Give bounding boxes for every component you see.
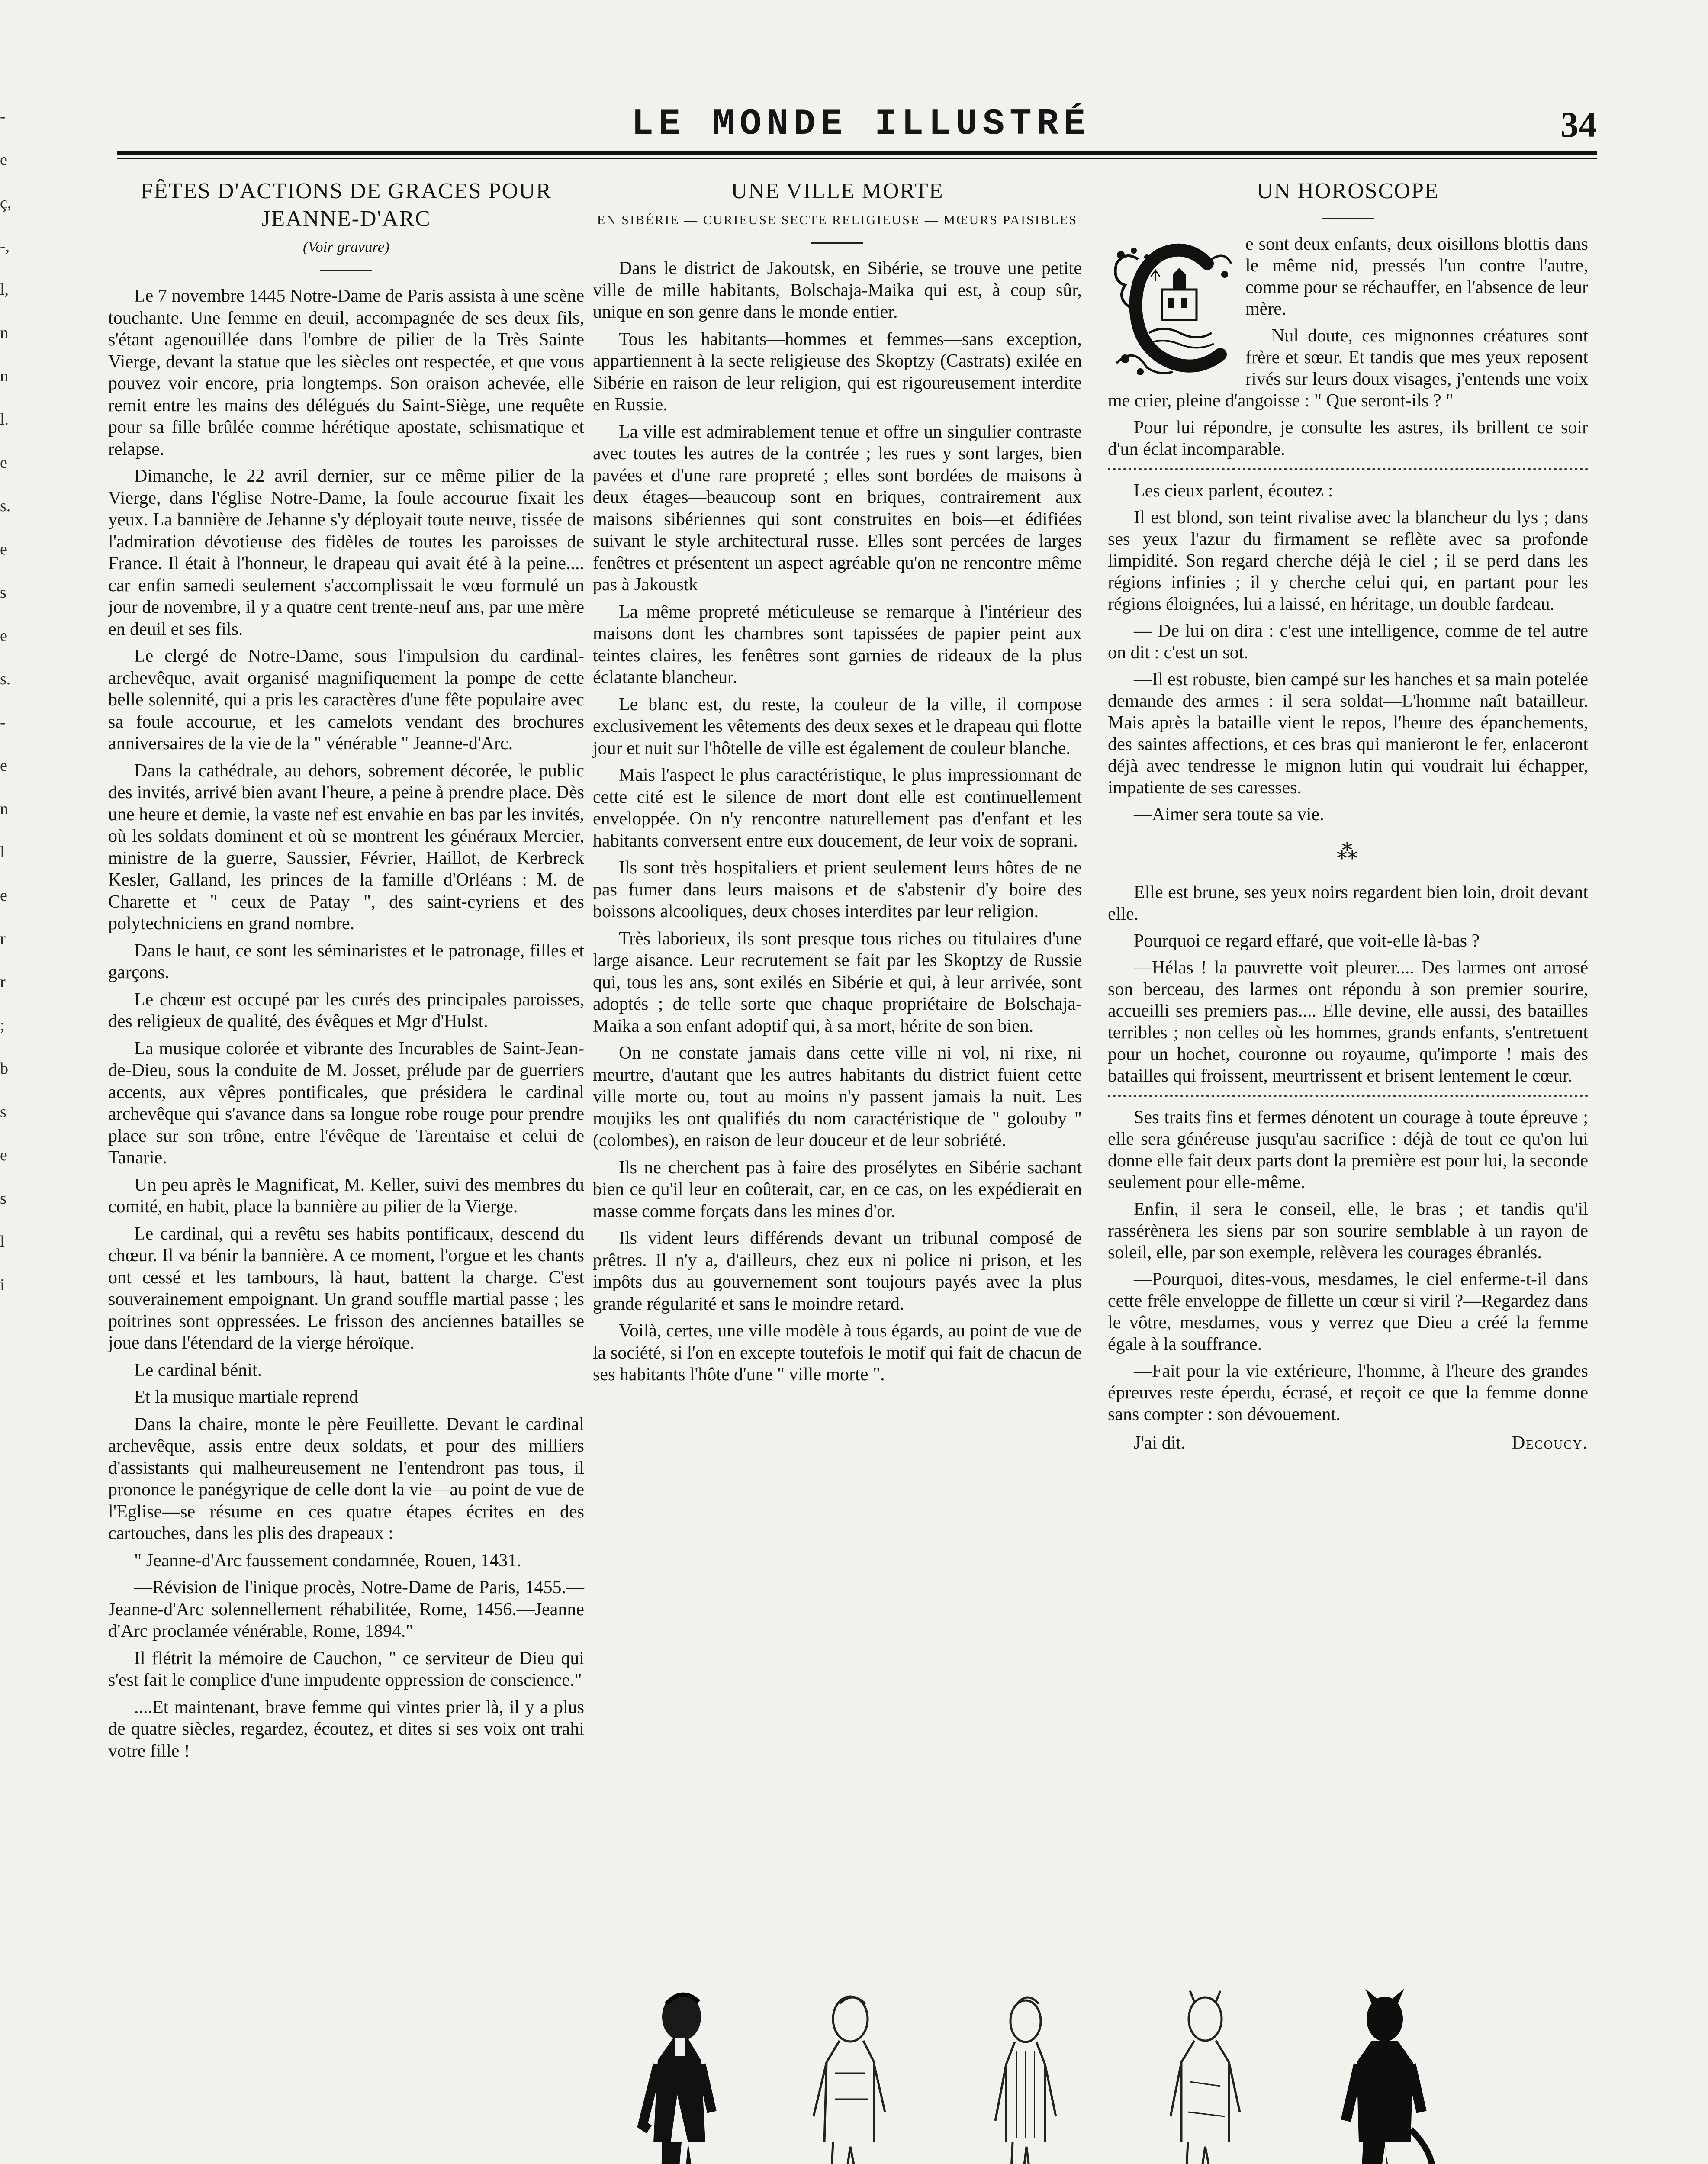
paragraph: Dans la cathédrale, au dehors, sobrement décorée, le public des invités, arrivé bien avant l'heure, a peine à prendre place. Dès une heure et demie, la vaste nef est envahie en bas par les invités, où les soldats dominent et où se montrent les généraux Mercier, ministre de la guerre, Saussier, Février, Haillot, de Kerbreck Kesler, Galland, les princes de la famille d'Orléans : M. de Charette et " ceux de Patay ", des saint-cyriens et des polytechniciens en grand nombre. xyxy=(108,760,584,934)
paragraph: Ils vident leurs différends devant un tribunal composé de prêtres. Il n'y a, d'ailleurs, chez eux ni police ni prison, et les impôts dus au gouvernement sont toujours payés avec la plus grande régularité et sans le moindre retard. xyxy=(593,1228,1082,1314)
paragraph: Dans la chaire, monte le père Feuillette. Devant le cardinal archevêque, assis entre deux soldats, et pour des milliers d'assistants qui malheureusement ne l'entendront pas tous, il prononce le panégyrique de celle dont la vie—au point de vue de l'Eglise—se résume en ces quatre étapes écrites en des cartouches, dans les plis des drapeaux : xyxy=(108,1414,584,1543)
margin-fragment: e xyxy=(0,540,7,558)
paragraph: Dans le haut, ce sont les séminaristes et le patronage, filles et garçons. xyxy=(108,940,584,982)
article-title: UN HOROSCOPE xyxy=(1257,179,1439,203)
paragraph: ....Et maintenant, brave femme qui vintes prier là, il y a plus de quatre siècles, regardez, écoutez, et dites si ses voix ont trahi votre fille ! xyxy=(108,1697,584,1761)
paragraph: Pour lui répondre, je consulte les astres, ils brillent ce soir d'un éclat incomparable. xyxy=(1108,418,1588,459)
margin-fragment: e xyxy=(0,454,7,472)
margin-fragment: l. xyxy=(0,410,9,428)
article-kicker: EN SIBÉRIE — CURIEUSE SECTE RELIGIEUSE — MŒURS PAISIBLES xyxy=(597,213,1078,227)
paragraph: Le chœur est occupé par les curés des principales paroisses, des religieux de qualité, des évêques et Mgr d'Hulst. xyxy=(108,989,584,1031)
paragraph: Et la musique martiale reprend xyxy=(134,1387,358,1407)
margin-fragment: e xyxy=(0,757,7,775)
title-rule xyxy=(1322,218,1374,219)
figure-gentleman-icon xyxy=(814,1997,885,2164)
paragraph: Il flétrit la mémoire de Cauchon, " ce serviteur de Dieu qui s'est fait le complice d'une impudente oppression de conscience." xyxy=(108,1648,584,1690)
margin-fragment: e xyxy=(0,627,7,645)
evolution-illustration xyxy=(606,2064,1571,2164)
margin-fragment: r xyxy=(0,930,6,948)
paragraph: Ils ne cherchent pas à faire des prosélytes en Sibérie sachant bien ce qu'il leur en coûterait, car, en ce cas, on les expédierait en masse comme forçats dans les mines d'or. xyxy=(593,1157,1082,1221)
margin-fragment: i xyxy=(0,1276,5,1294)
masthead-rule xyxy=(117,151,1597,155)
margin-fragment: e xyxy=(0,151,7,169)
paragraph: —Fait pour la vie extérieure, l'homme, à l'heure des grandes épreuves reste éperdu, écrasé, et reçoit ce que la femme donne sans compter : son dévouement. xyxy=(1108,1361,1588,1424)
asterism: ⁂ xyxy=(1337,840,1359,863)
paragraph: —Révision de l'inique procès, Notre-Dame de Paris, 1455.—Jeanne-d'Arc solennellement réhabilitée, Rome, 1456.—Jeanne d'Arc proclamée vénérable, Rome, 1894." xyxy=(108,1578,584,1641)
paragraph: Elle est brune, ses yeux noirs regardent bien loin, droit devant elle. xyxy=(1108,882,1588,924)
article-ville-morte xyxy=(593,177,1082,1391)
figure-horned-man-icon xyxy=(1171,1991,1240,2164)
margin-fragment: s. xyxy=(0,670,11,688)
paragraph: Mais l'aspect le plus caractéristique, le plus impressionnant de cette cité est le silence de mort dont elle est continuellement enveloppée. On n'y rencontre naturellement pas d'enfant et les habitants conversent entre eux doucement, de leur voix de soprani. xyxy=(593,765,1082,851)
paragraph: Très laborieux, ils sont presque tous riches ou titulaires d'une large aisance. Leur recrutement se fait par les Skoptzy de Russie qui, tous les ans, sont exilés en Sibérie et qui, à leur arrivée, sont adoptés ; de telle sorte que chaque propriétaire de Bolschaja-Maika a son enfant adoptif qui, à sa mort, hérite de son bien. xyxy=(593,928,1082,1036)
paragraph: —Il est robuste, bien campé sur les hanches et sa main potelée demande des armes : il sera soldat—L'homme naît batailleur. Mais après la bataille vient le repos, l'heure des épanchements, des saintes affections, et ces bras qui manieront le fer, enlaceront déjà avec tendresse le mignon lutin qui voudrait lui échapper, impatiente de ses caresses. xyxy=(1108,670,1588,798)
margin-fragment: l, xyxy=(0,280,9,299)
paragraph: Le blanc est, du reste, la couleur de la ville, il compose exclusivement les vêtements des deux sexes et le drapeau qui flotte jour et nuit sur l'hôtelle de ville est également de couleur blanche. xyxy=(593,694,1082,758)
article-title: UNE VILLE MORTE xyxy=(731,179,944,203)
margin-fragment: e xyxy=(0,886,7,905)
paragraph: La même propreté méticuleuse se remarque à l'intérieur des maisons dont les chambres sont tapissées de papier peint aux teintes claires, les fenêtres sont garnies de rideaux de la plus éclatante blancheur. xyxy=(593,602,1082,687)
article-jeanne-darc xyxy=(108,177,584,1767)
title-rule xyxy=(811,242,863,244)
evolution-drawing xyxy=(606,1987,1571,2164)
paragraph: " Jeanne-d'Arc faussement condamnée, Rouen, 1431. xyxy=(134,1550,521,1571)
article-body xyxy=(593,258,1082,1386)
masthead-rule-thin xyxy=(117,158,1597,159)
paragraph: —Pourquoi, dites-vous, mesdames, le ciel enferme-t-il dans cette frêle enveloppe de fillette un cœur si viril ?—Regardez dans le vôtre, mesdames, vous y verrez que Dieu a créé la femme égale à la souffrance. xyxy=(1108,1269,1588,1354)
margin-fragment: r xyxy=(0,973,6,991)
margin-fragment: s xyxy=(0,583,6,602)
margin-fragment: n xyxy=(0,800,8,818)
margin-fragment: b xyxy=(0,1059,8,1078)
paragraph: On ne constate jamais dans cette ville ni vol, ni rixe, ni meurtre, d'autant que les autres habitants du district fuient cette ville morte ou, tout au moins n'y passent jamais la nuit. Les moujiks les ont qualifiés du nom caractéristique de " golouby " (colombes), en raison de leur douceur et de leur sobriété. xyxy=(593,1043,1082,1150)
paragraph: Pourquoi ce regard effaré, que voit-elle là-bas ? xyxy=(1134,931,1480,951)
masthead-title: LE MONDE ILLUSTRÉ xyxy=(631,104,1091,145)
margin-fragment: e xyxy=(0,1146,7,1164)
dotted-separator xyxy=(1108,468,1588,470)
margin-fragment: n xyxy=(0,367,8,385)
margin-fragment: n xyxy=(0,324,8,342)
paragraph: Dans le district de Jakoutsk, en Sibérie, se trouve une petite ville de mille habitants, Bolschaja-Maika qui est, à coup sûr, unique en son genre dans le monde entier. xyxy=(593,258,1082,322)
paragraph: Nul doute, ces mignonnes créatures sont frère et sœur. Et tandis que mes yeux reposent rivés sur leurs doux visages, j'entends une voix me crier, pleine d'angoisse : " Que seront-ils ? " xyxy=(1108,326,1588,411)
paragraph: La musique colorée et vibrante des Incurables de Saint-Jean-de-Dieu, sous la conduite de M. Josset, prélude par de guerriers accents, aux vêpres pontificales, que présidera le cardinal archevêque qui s'avance dans sa longue robe rouge pour prendre place sur son trône, entre l'évêque de Tarentaise et celui de Tanarie. xyxy=(108,1038,584,1168)
title-rule xyxy=(320,270,372,271)
margin-fragment: ç, xyxy=(0,194,12,212)
page-number: 34 xyxy=(1560,105,1597,145)
paragraph: Le cardinal bénit. xyxy=(134,1360,262,1380)
dotted-separator xyxy=(1108,1095,1588,1097)
margin-fragment: -, xyxy=(0,237,10,255)
closing-line: J'ai dit. xyxy=(1134,1433,1186,1453)
paragraph: Dimanche, le 22 avril dernier, sur ce même pilier de la Vierge, dans l'église Notre-Dame, la foule accourue fixait les yeux. La bannière de Jehanne s'y déployait toute neuve, tissée de l'admiration dévotieuse des fidèles de toutes les paroisses de France. Il était à l'honneur, le drapeau qui avait été à la peine.... car enfin samedi seulement s'accomplissait le vœu formulé un jour de novembre, il y a quatre cent trente-neuf ans, par une mère en deuil et ses fils. xyxy=(108,466,584,639)
article-body xyxy=(108,285,584,1762)
signoff xyxy=(1108,1432,1588,1454)
article-title: FÊTES D'ACTIONS DE GRACES POUR JEANNE-D'ARC xyxy=(140,179,552,231)
horoscope-part-3 xyxy=(1108,882,1588,1087)
figure-thin-man-icon xyxy=(995,1997,1056,2164)
paragraph: — De lui on dira : c'est une intelligence, comme de tel autre on dit : c'est un sot. xyxy=(1108,621,1588,663)
paragraph: Le 7 novembre 1445 Notre-Dame de Paris assista à une scène touchante. Une femme en deuil, accompagnée de ses deux fils, s'étant agenouillée dans l'ombre de pilier de la Très Sainte Vierge, devant la statue que les siècles ont respectée, et que vous pouvez voir encore, pria longtemps. Son oraison achevée, elle remit entre les mains des délégués du Saint-Siège, une requête pour sa fille brûlée comme hérétique apostate, schismatique et relapse. xyxy=(108,286,584,459)
paragraph: —Aimer sera toute sa vie. xyxy=(1134,805,1324,824)
figure-devil-icon xyxy=(1346,1989,1447,2164)
paragraph: Le clergé de Notre-Dame, sous l'impulsion du cardinal-archevêque, avait organisé magnifiquement la pompe de cette belle solennité, qui a pris les caractères d'une fête populaire avec sa foule accourue, et les camelots vendant des brochures anniversaires de la vie de la " vénérable " Jeanne-d'Arc. xyxy=(108,646,584,754)
horoscope-part-2 xyxy=(1108,480,1588,825)
margin-fragment: ; xyxy=(0,1016,5,1034)
paragraph: Enfin, il sera le conseil, elle, le bras ; et tandis qu'il rassérènera les siens par son sourire semblable à un rayon de soleil, elle, par son exemple, relèvera les courages ébranlés. xyxy=(1108,1199,1588,1262)
margin-fragment: s xyxy=(0,1103,6,1121)
margin-fragment: - xyxy=(0,107,6,126)
margin-fragment: s xyxy=(0,1189,6,1208)
paragraph: Les cieux parlent, écoutez : xyxy=(1134,481,1333,501)
figure-man-icon xyxy=(643,1993,716,2164)
paragraph: Ses traits fins et fermes dénotent un courage à toute épreuve ; elle sera généreuse jusqu'au sacrifice : déjà de tout ce qu'on lui donne elle fait deux parts dont la première est pour lui, la seconde seulement pour elle-même. xyxy=(1108,1108,1588,1192)
paragraph: Un peu après le Magnificat, M. Keller, suivi des membres du comité, en habit, place la bannière au pilier de la Vierge. xyxy=(108,1175,584,1217)
masthead xyxy=(125,104,1597,151)
paragraph: Tous les habitants—hommes et femmes—sans exception, appartiennent à la secte religieuse des Skoptzy (Castrats) exilée en Sibérie en raison de leur religion, qui est rigoureusement interdite en Russie. xyxy=(593,329,1082,415)
paragraph: Le cardinal, qui a revêtu ses habits pontificaux, descend du chœur. Il va bénir la bannière. A ce moment, l'orgue et les chants ont cessé et les tambours, là haut, battent la charge. C'est souverainement empoignant. Un grand souffle martial passe ; les poitrines sont oppressées. Le frisson des anciennes batailles se joue dans l'étendard de la vierge héroïque. xyxy=(108,1224,584,1353)
paragraph: Voilà, certes, une ville modèle à tous égards, au point de vue de la société, si l'on en excepte toutefois le motif qui fait de chacun de ses habitants l'hôte d'une " ville morte ". xyxy=(593,1321,1082,1385)
author-signature: Decoucy. xyxy=(1512,1433,1588,1453)
ornamental-dropcap-icon xyxy=(1108,233,1238,380)
article-horoscope xyxy=(1108,177,1588,1454)
horoscope-part-4 xyxy=(1108,1107,1588,1425)
margin-fragment: - xyxy=(0,713,6,731)
margin-fragment: l xyxy=(0,843,5,861)
paragraph: La ville est admirablement tenue et offre un singulier contraste avec toutes les autres de la contrée ; les rues y sont larges, bien pavées et d'une rare propreté ; elles sont bordées de maisons à deux étages—beaucoup sont en briques, contrairement aux maisons sibériennes qui sont construites en bois—et édifiées suivant le style architectural russe. Elles sont percées de larges fenêtres et présentent un aspect agréable qu'on ne rencontre même pas à Jakoustk xyxy=(593,422,1082,595)
paragraph: Ils sont très hospitaliers et prient seulement leurs hôtes de ne pas fumer dans leurs maisons et de s'abstenir d'y boire des boissons alcooliques, deux choses interdites par leur religion. xyxy=(593,858,1082,921)
binding-margin-fragments xyxy=(0,108,17,1320)
paragraph: Il est blond, son teint rivalise avec la blancheur du lys ; dans ses yeux l'azur du firmament se reflète avec sa profonde limpidité. Son regard cherche déjà le ciel ; il se perd dans les régions infinies ; il y cherche celui qui, en partant pour les régions éloignées, lui a laissé, en héritage, un double fardeau. xyxy=(1108,508,1588,614)
article-subtitle: (Voir gravure) xyxy=(303,238,389,255)
margin-fragment: s. xyxy=(0,497,11,515)
article-body xyxy=(1108,233,1588,1454)
paragraph: —Hélas ! la pauvrette voit pleurer.... Des larmes ont arrosé son berceau, des larmes ont répondu à son premier sourire, accueilli ses premiers pas.... Elle devine, elle aussi, des batailles terribles ; non celles où les hommes, grands enfants, s'entretuent pour un hochet, couronne ou royaume, qu'importe ! mais des batailles qui froissent, meurtrissent et brisent lentement le cœur. xyxy=(1108,958,1588,1086)
margin-fragment: l xyxy=(0,1233,5,1251)
horoscope-intro: e sont deux enfants, deux oisillons blottis dans le même nid, pressés l'un contre l'autre, comme pour se réchauffer, en l'absence de leur mère. xyxy=(1245,234,1588,319)
